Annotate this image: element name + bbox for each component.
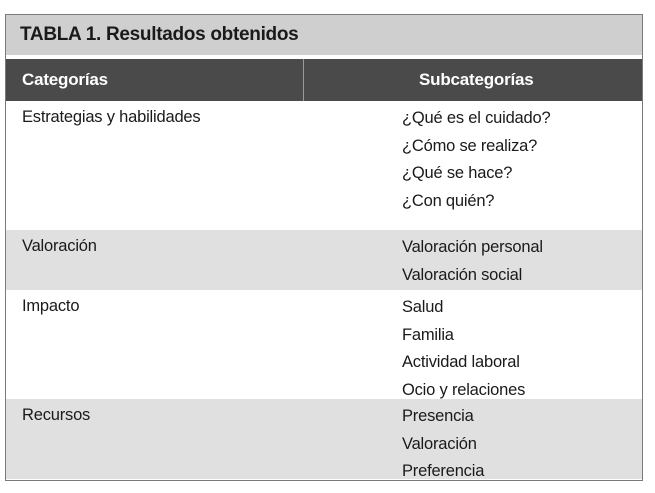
subcategory-list [402,297,525,407]
table-row [6,290,642,399]
table-body [6,101,642,479]
column-header-categories: Categorías [22,70,108,89]
subcategory-item: Presencia [402,407,474,425]
table-title-bar [6,15,642,55]
subcategory-item: Salud [402,298,444,316]
table-title: TABLA 1. Resultados obtenidos [20,24,299,45]
subcategory-item: Valoración [402,434,477,453]
subcategory-list [402,237,543,292]
subcategory-item: ¿Qué se hace? [402,164,513,182]
table-header [6,59,642,101]
subcategory-list [402,406,484,489]
table-row [6,399,642,479]
subcategory-list [402,108,550,218]
category-cell: Estrategias y habilidades [22,108,201,126]
subcategory-item: Actividad laboral [402,353,520,371]
column-header-subcategories: Subcategorías [419,70,534,89]
results-table [5,14,643,481]
subcategory-item: ¿Con quién? [402,191,495,210]
subcategory-item: Familia [402,325,454,344]
subcategory-item: ¿Qué es el cuidado? [402,109,551,127]
header-divider [303,59,304,101]
category-cell: Valoración [22,237,97,255]
subcategory-item: ¿Cómo se realiza? [402,136,538,155]
subcategory-item: Valoración social [402,265,523,284]
subcategory-item: Valoración personal [402,238,543,256]
subcategory-item: Preferencia [402,462,485,480]
table-row [6,101,642,230]
category-cell: Recursos [22,406,91,424]
table-row [6,230,642,290]
subcategory-item: Ocio y relaciones [402,380,526,399]
category-cell: Impacto [22,297,80,315]
